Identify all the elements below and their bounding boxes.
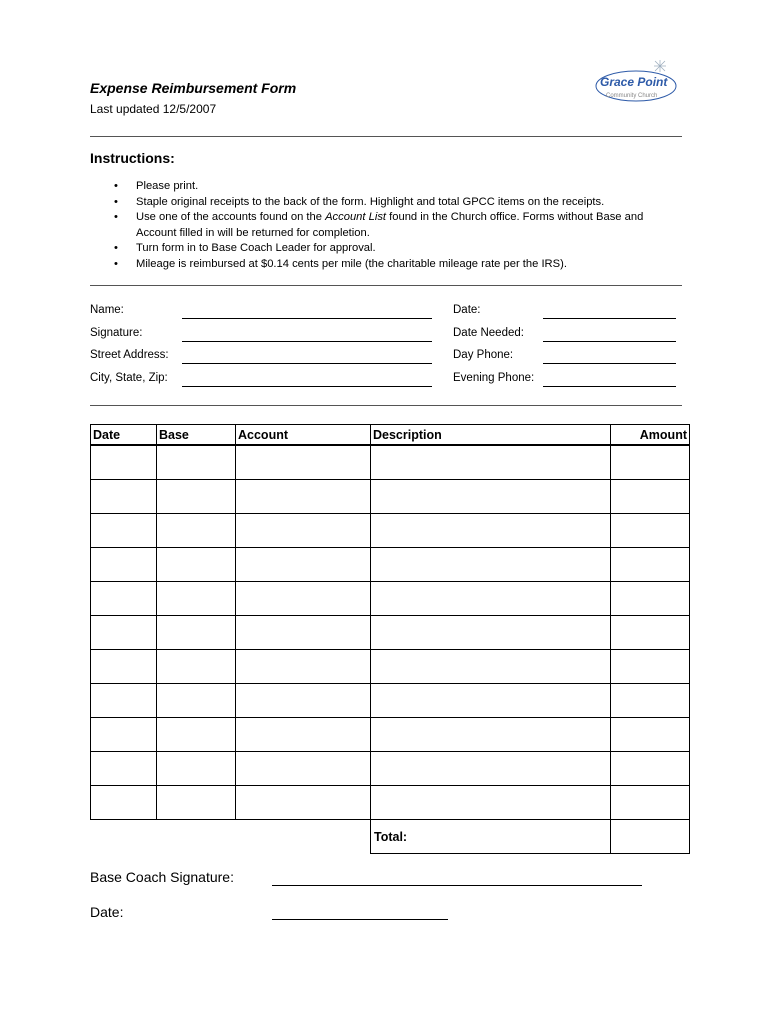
logo-subtitle: Community Church <box>606 93 658 99</box>
list-item-text: Use one of the accounts found on the <box>136 211 326 224</box>
description-cell[interactable] <box>371 616 611 650</box>
amount-cell[interactable] <box>611 684 690 718</box>
total-amount-cell[interactable] <box>611 820 690 854</box>
amount-cell[interactable] <box>611 582 690 616</box>
base-coach-signature-field[interactable] <box>272 885 642 886</box>
date-cell[interactable] <box>91 582 157 616</box>
amount-cell[interactable] <box>611 514 690 548</box>
instructions-heading: Instructions: <box>90 150 175 166</box>
logo-name: Grace Point <box>600 75 668 89</box>
amount-cell[interactable] <box>611 616 690 650</box>
table-row <box>91 684 690 718</box>
col-base: Base <box>157 425 236 446</box>
account-list-ref: Account List <box>325 211 387 224</box>
divider <box>90 405 682 406</box>
col-date: Date <box>91 425 157 446</box>
list-item: • Please print. <box>112 179 682 195</box>
base-cell[interactable] <box>157 582 236 616</box>
date-needed-field[interactable] <box>543 341 676 342</box>
base-coach-signature-label: Base Coach Signature: <box>90 869 234 885</box>
account-cell[interactable] <box>236 650 371 684</box>
description-cell[interactable] <box>371 514 611 548</box>
total-label: Total: <box>371 820 611 854</box>
list-item: • Mileage is reimbursed at $0.14 cents per mile (the charitable mileage rate per the IRS). <box>112 257 682 273</box>
table-row <box>91 616 690 650</box>
account-cell[interactable] <box>236 480 371 514</box>
col-description: Description <box>371 425 611 446</box>
date-cell[interactable] <box>91 684 157 718</box>
evening-phone-field[interactable] <box>543 386 676 387</box>
date-cell[interactable] <box>91 786 157 820</box>
description-cell[interactable] <box>371 548 611 582</box>
account-cell[interactable] <box>236 684 371 718</box>
table-row <box>91 786 690 820</box>
name-field[interactable] <box>182 318 432 319</box>
base-cell[interactable] <box>157 514 236 548</box>
date-cell[interactable] <box>91 650 157 684</box>
table-row <box>91 480 690 514</box>
table-header-row <box>91 425 690 446</box>
description-cell[interactable] <box>371 445 611 480</box>
amount-cell[interactable] <box>611 650 690 684</box>
date-needed-label: Date Needed: <box>453 327 524 339</box>
base-cell[interactable] <box>157 650 236 684</box>
city-state-zip-label: City, State, Zip: <box>90 372 168 384</box>
description-cell[interactable] <box>371 684 611 718</box>
star-burst-icon <box>654 60 666 72</box>
col-amount: Amount <box>611 425 690 446</box>
col-account: Account <box>236 425 371 446</box>
total-row <box>91 820 690 854</box>
total-spacer <box>91 820 371 854</box>
table-row <box>91 582 690 616</box>
description-cell[interactable] <box>371 650 611 684</box>
date-cell[interactable] <box>91 616 157 650</box>
evening-phone-label: Evening Phone: <box>453 372 535 384</box>
last-updated: Last updated 12/5/2007 <box>90 102 217 116</box>
signature-field[interactable] <box>182 341 432 342</box>
instructions-list <box>112 179 682 273</box>
table-row <box>91 548 690 582</box>
account-cell[interactable] <box>236 548 371 582</box>
amount-cell[interactable] <box>611 752 690 786</box>
table-row <box>91 650 690 684</box>
base-cell[interactable] <box>157 684 236 718</box>
divider <box>90 136 682 137</box>
street-address-field[interactable] <box>182 363 432 364</box>
base-cell[interactable] <box>157 445 236 480</box>
table-body <box>91 445 690 820</box>
table-row <box>91 718 690 752</box>
amount-cell[interactable] <box>611 548 690 582</box>
base-cell[interactable] <box>157 786 236 820</box>
date-cell[interactable] <box>91 718 157 752</box>
base-cell[interactable] <box>157 616 236 650</box>
description-cell[interactable] <box>371 752 611 786</box>
date-cell[interactable] <box>91 752 157 786</box>
list-item <box>112 210 682 241</box>
date-field[interactable] <box>543 318 676 319</box>
signature-label: Signature: <box>90 327 143 339</box>
base-cell[interactable] <box>157 480 236 514</box>
account-cell[interactable] <box>236 752 371 786</box>
amount-cell[interactable] <box>611 786 690 820</box>
account-cell[interactable] <box>236 514 371 548</box>
church-logo <box>590 58 690 108</box>
footer-date-label: Date: <box>90 904 124 920</box>
day-phone-field[interactable] <box>543 363 676 364</box>
base-cell[interactable] <box>157 548 236 582</box>
city-state-zip-field[interactable] <box>182 386 432 387</box>
date-cell[interactable] <box>91 480 157 514</box>
description-cell[interactable] <box>371 786 611 820</box>
list-item: • Turn form in to Base Coach Leader for approval. <box>112 241 682 257</box>
base-cell[interactable] <box>157 718 236 752</box>
description-cell[interactable] <box>371 480 611 514</box>
divider <box>90 285 682 286</box>
account-cell[interactable] <box>236 582 371 616</box>
list-item: • Staple original receipts to the back of the form. Highlight and total GPCC items on the receipts. <box>112 195 682 211</box>
expense-table <box>90 424 690 854</box>
amount-cell[interactable] <box>611 445 690 480</box>
description-cell[interactable] <box>371 582 611 616</box>
amount-cell[interactable] <box>611 480 690 514</box>
account-cell[interactable] <box>236 616 371 650</box>
form-title: Expense Reimbursement Form <box>90 80 297 96</box>
date-cell[interactable] <box>91 445 157 480</box>
footer-date-field[interactable] <box>272 919 448 920</box>
account-cell[interactable] <box>236 718 371 752</box>
list-item-text: found in the Church office. Forms without Base and Account filled in will be returned for completion. <box>136 211 644 239</box>
account-cell[interactable] <box>236 445 371 480</box>
table-row <box>91 752 690 786</box>
amount-cell[interactable] <box>611 718 690 752</box>
date-cell[interactable] <box>91 548 157 582</box>
day-phone-label: Day Phone: <box>453 349 514 361</box>
description-cell[interactable] <box>371 718 611 752</box>
date-cell[interactable] <box>91 514 157 548</box>
base-cell[interactable] <box>157 752 236 786</box>
account-cell[interactable] <box>236 786 371 820</box>
date-label: Date: <box>453 304 481 316</box>
street-address-label: Street Address: <box>90 349 169 361</box>
table-row <box>91 445 690 480</box>
name-label: Name: <box>90 304 124 316</box>
table-row <box>91 514 690 548</box>
